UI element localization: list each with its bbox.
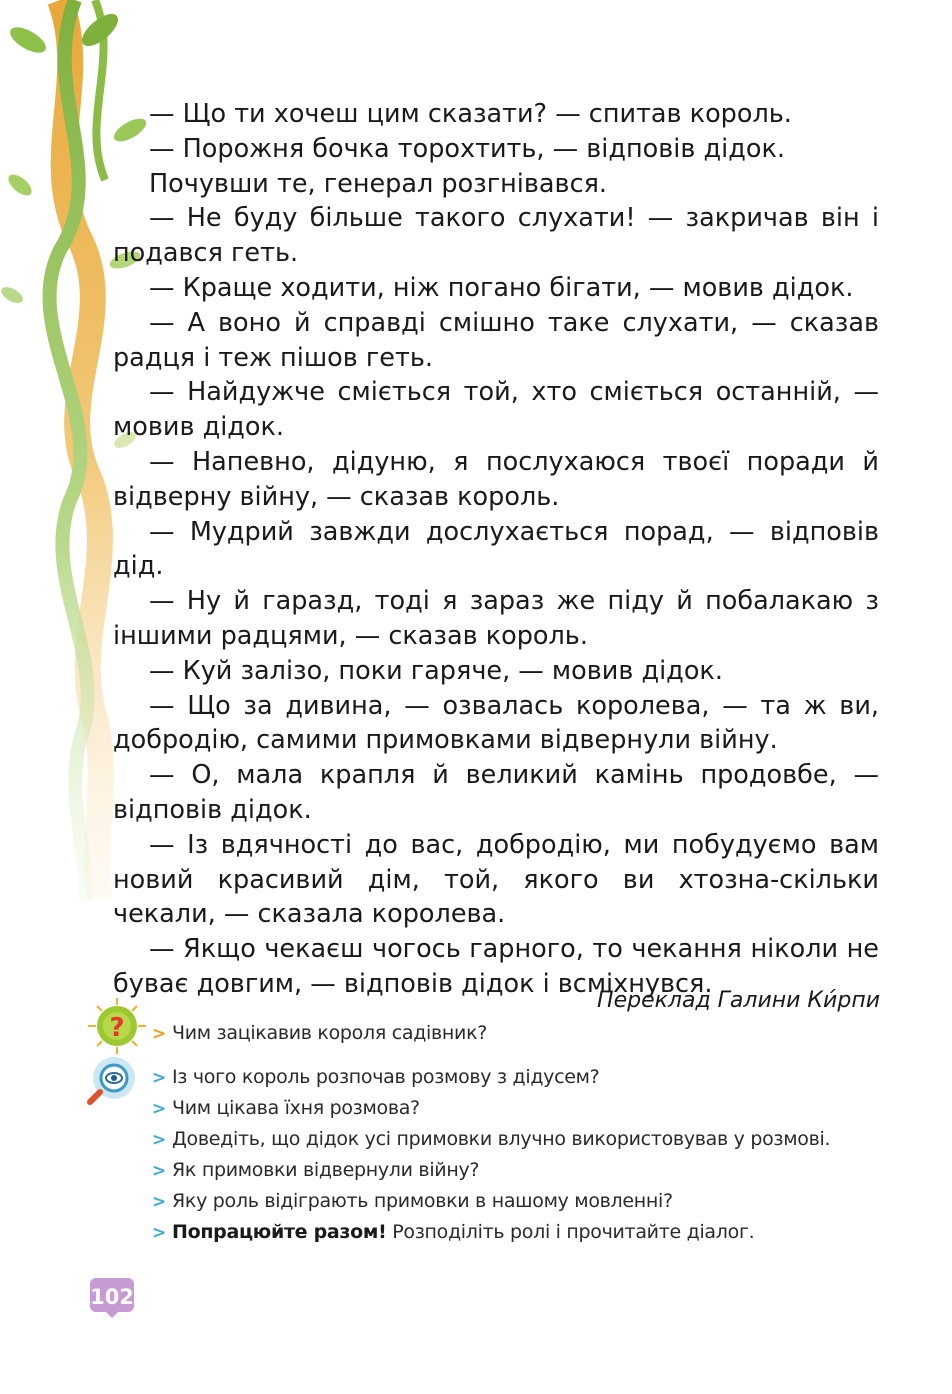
question-text: Із чого король розпочав розмову з дідусем? (172, 1066, 600, 1088)
question-text: Як примовки відвернули війну? (172, 1159, 480, 1181)
arrow-icon: > (152, 1024, 166, 1044)
story-paragraph: — О, мала крапля й великий камінь продовбе, — відповів дідок. (113, 760, 879, 825)
story-paragraph: — Ну й гаразд, тоді я зараз же піду й побалакаю з іншими радцями, — сказав король. (113, 586, 879, 651)
story-paragraph: — Краще ходити, ніж погано бігати, — мовив дідок. (149, 272, 854, 303)
arrow-icon: > (152, 1068, 166, 1088)
arrow-icon: > (152, 1223, 166, 1243)
arrow-icon: > (152, 1161, 166, 1181)
magnifier-eye-icon (84, 1056, 146, 1106)
question-text: Чим зацікавив короля садівник? (172, 1022, 488, 1044)
question-mark-icon (82, 996, 152, 1056)
story-paragraph: — Із вдячності до вас, добродію, ми побудуємо вам новий красивий дім, той, якого ви хтозна-скільки чекали, — сказала королева. (113, 829, 879, 930)
translation-credit: Переклад Галини Ки́рпи (597, 988, 880, 1013)
story-paragraph: — Що за дивина, — озвалась королева, — та ж ви, добродію, самими примовками відвернули війну. (113, 690, 879, 756)
svg-text:?: ? (109, 1013, 125, 1043)
story-paragraph: Почувши те, генерал розгнівався. (149, 168, 608, 199)
story-paragraph: — Куй залізо, поки гаряче, — мовив дідок. (149, 655, 723, 686)
story-paragraph: — Що ти хочеш цим сказати? — спитав король. (149, 99, 792, 129)
story-paragraph: — Якщо чекаєш чогось гарного, то чекання ніколи не буває довгим, — відповів дідок і всміхнувся. (113, 934, 879, 999)
question-item (152, 1127, 830, 1152)
question-item (152, 1065, 599, 1090)
question-text: Розподіліть ролі і прочитайте діалог. (386, 1221, 755, 1243)
story-paragraph: — Найдужче сміється той, хто сміється останній, — мовив дідок. (113, 377, 879, 443)
question-item (152, 1158, 479, 1183)
question-item (152, 1220, 754, 1245)
question-text: Яку роль відіграють примовки в нашому мовленні? (172, 1190, 673, 1212)
arrow-icon: > (152, 1192, 166, 1212)
question-item (152, 1021, 487, 1046)
page-number: 102 (90, 1285, 134, 1309)
story-paragraph: — Порожня бочка торохтить, — відповів дідок. (149, 133, 785, 164)
question-text: Чим цікава їхня розмова? (172, 1097, 420, 1119)
story-paragraph: — Не буду більше такого слухати! — закричав він і подався геть. (113, 203, 879, 269)
task-label: Попрацюйте разом! (172, 1221, 387, 1243)
arrow-icon: > (152, 1099, 166, 1119)
question-text: Доведіть, що дідок усі примовки влучно використовував у розмові. (172, 1128, 831, 1150)
question-item (152, 1189, 673, 1214)
story-paragraph: — Мудрий завжди дослухається порад, — відповів дід. (113, 516, 879, 582)
question-item (152, 1096, 420, 1121)
story-paragraph: — Напевно, дідуню, я послухаюся твоєї поради й відверну війну, — сказав король. (113, 446, 879, 512)
story-paragraph: — А воно й справді смішно таке слухати, — сказав радця і теж пішов геть. (113, 307, 879, 373)
arrow-icon: > (152, 1130, 166, 1150)
story-text (113, 97, 879, 1002)
